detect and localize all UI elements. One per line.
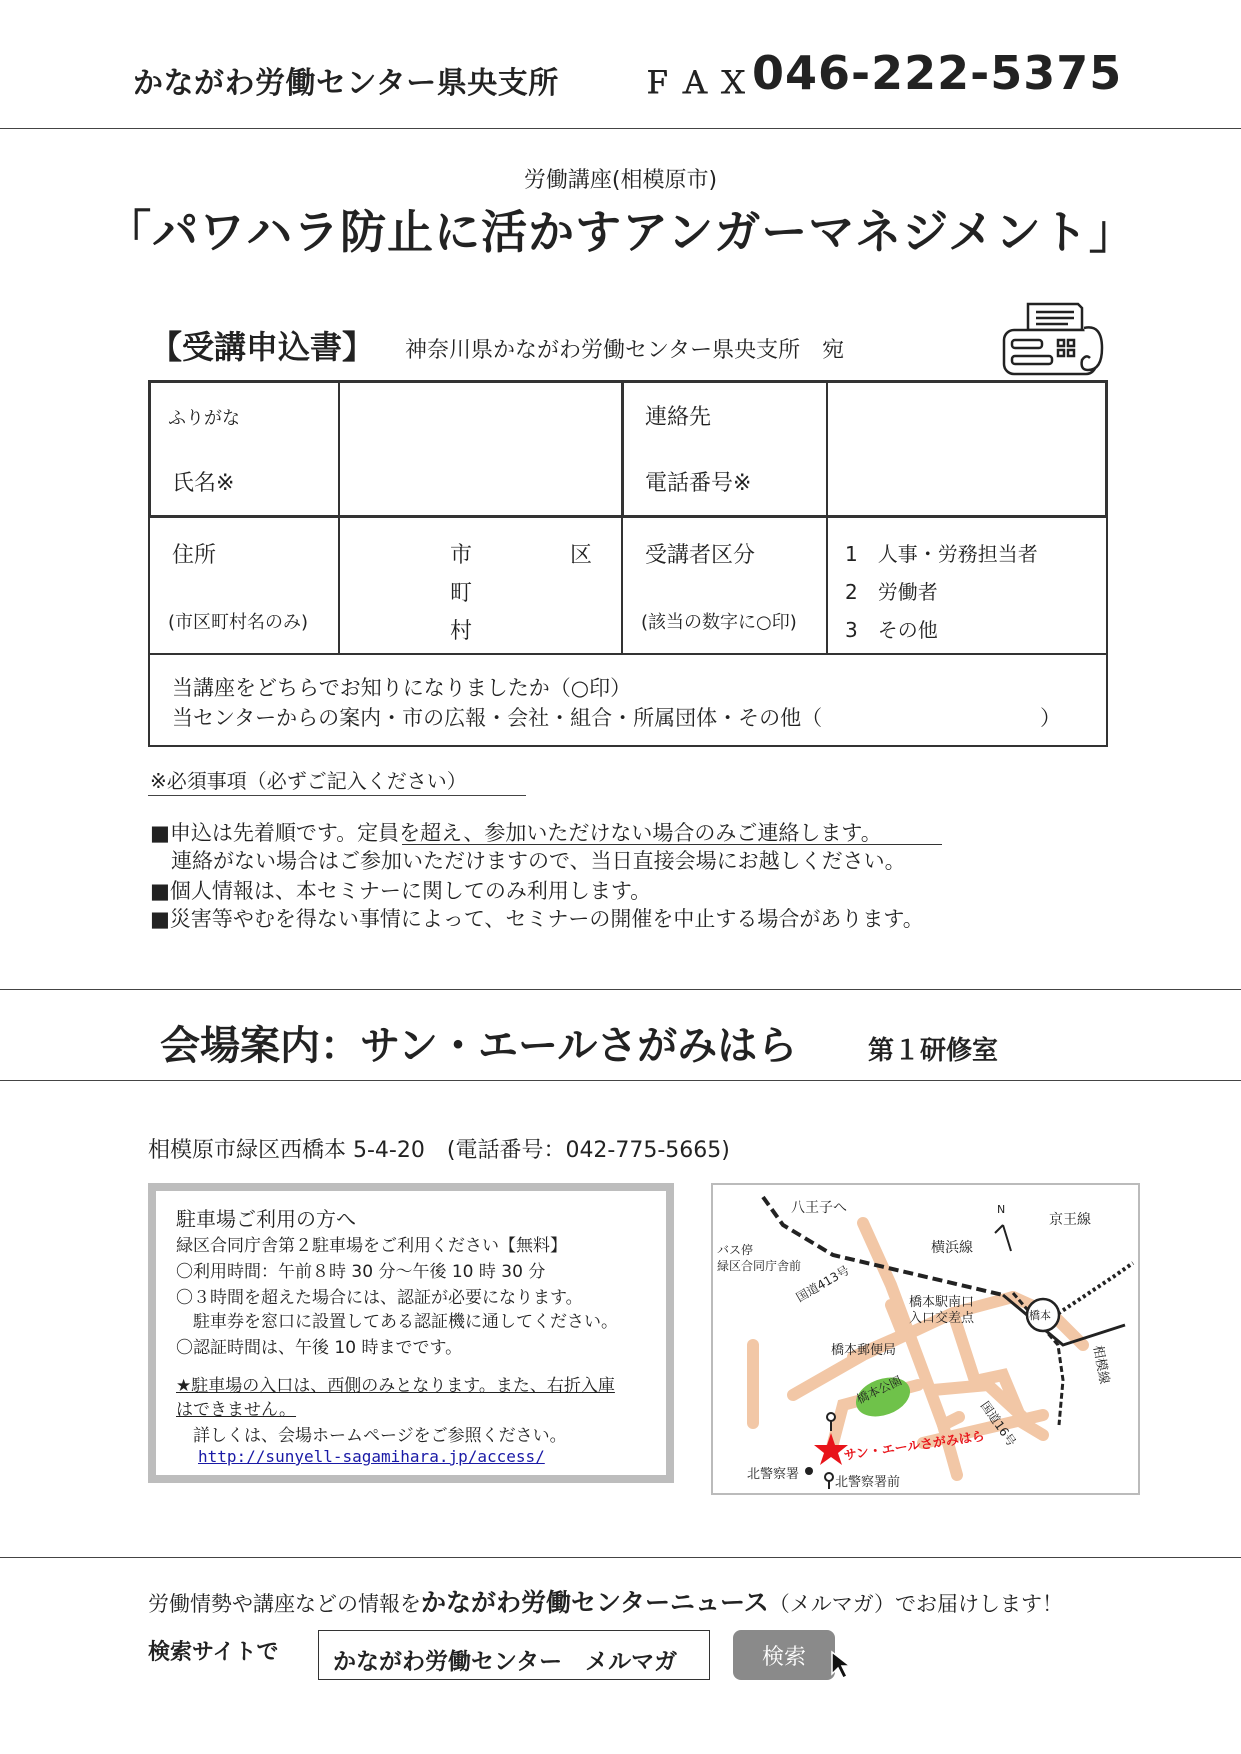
map-hashimoto-station: 橋本 [1029, 1309, 1051, 1322]
parking-line-1: 緑区合同庁舎第２駐車場をご利用ください【無料】 [176, 1236, 567, 1256]
city-ku: 区 [570, 543, 593, 568]
application-form-table [148, 380, 1108, 746]
map-post-office: 橋本郵便局 [831, 1343, 897, 1358]
category-option-1[interactable]: 1 人事・労務担当者 [845, 542, 1038, 566]
city-mura: 村 [450, 619, 473, 644]
map-bus-stop-2: 緑区合同庁舎前 [717, 1259, 802, 1273]
map-south-gate-2: 入口交差点 [909, 1311, 975, 1326]
city-machi: 町 [450, 581, 473, 606]
venue-address: 相模原市緑区西橋本 5-4-20 (電話番号：042-775-5665) [148, 1138, 730, 1163]
map-route-16: 国道16号 [977, 1398, 1019, 1449]
name-field[interactable] [342, 384, 620, 514]
search-button[interactable]: 検索 [733, 1630, 835, 1680]
footer-divider [0, 1557, 1241, 1558]
newsletter-name: かながわ労働センターニュース [421, 1588, 769, 1617]
source-options[interactable]: 当センターからの案内・市の広報・会社・組合・所属団体・その他（ [172, 706, 823, 730]
address-note: (市区町村名のみ) [168, 612, 309, 633]
required-note: ※必須事項（必ずご記入ください） [150, 769, 467, 793]
venue-title: 会場案内：サン・エールさがみはら [160, 1023, 798, 1069]
phone-label: 電話番号※ [645, 471, 752, 496]
venue-bottom-divider [0, 1080, 1241, 1081]
category-option-3[interactable]: 3 その他 [845, 618, 938, 642]
map-south-gate-1: 橋本駅南口 [909, 1295, 975, 1310]
fax-label: ＦＡＸ [642, 66, 756, 101]
map-venue-label: サン・エールさがみはら [842, 1429, 986, 1464]
parking-line-5: 〇認証時間は、午後 10 時までです。 [176, 1338, 463, 1358]
course-subtitle: 労働講座(相模原市) [523, 168, 718, 193]
fax-machine-icon [998, 300, 1110, 380]
map-keio-line: 京王線 [1049, 1212, 1091, 1228]
map-yokohama-line: 横浜線 [931, 1240, 973, 1256]
map-police-stop: 北警察署前 [835, 1475, 901, 1490]
required-note-underline [148, 795, 526, 796]
parking-info-box [148, 1183, 674, 1483]
course-title: 「パワハラ防止に活かすアンガーマネジメント」 [105, 205, 1136, 259]
name-label: 氏名※ [172, 471, 235, 496]
map-route-413: 国道413号 [793, 1263, 852, 1305]
map-north-label: N [997, 1203, 1006, 1216]
contact-label: 連絡先 [645, 405, 712, 430]
map-park: 橋本公園 [854, 1373, 904, 1407]
newsletter-notice [148, 1583, 1063, 1619]
application-form-label: 【受講申込書】 [150, 328, 375, 366]
parking-line-8: 詳しくは、会場ホームページをご参照ください。 [176, 1426, 567, 1446]
phone-field[interactable] [829, 384, 1103, 514]
map-police: 北警察署 [747, 1467, 800, 1482]
venue-map [711, 1183, 1140, 1495]
category-label: 受講者区分 [645, 543, 756, 568]
map-bus-stop-1: バス停 [717, 1243, 754, 1257]
venue-access-link[interactable]: http://sunyell-sagamihara.jp/access/ [198, 1447, 545, 1466]
category-option-2[interactable]: 2 労働者 [845, 580, 938, 604]
search-label: 検索サイトで [148, 1640, 279, 1665]
address-field[interactable] [342, 520, 620, 652]
note-1: ■申込は先着順です。定員を超え、参加いただけない場合のみご連絡します。 [150, 821, 882, 845]
parking-line-2: 〇利用時間：午前８時 30 分～午後 10 時 30 分 [176, 1262, 546, 1282]
form-addressee: 神奈川県かながわ労働センター県央支所 宛 [405, 338, 845, 363]
search-input[interactable]: かながわ労働センター メルマガ [318, 1630, 710, 1680]
fax-number: 046-222-5375 [752, 46, 1123, 100]
category-note: (該当の数字に○印) [641, 612, 797, 633]
note-2: 連絡がない場合はご参加いただけますので、当日直接会場にお越しください。 [150, 849, 906, 873]
city-shi: 市 [450, 543, 473, 568]
source-question: 当講座をどちらでお知りになりましたか（○印） [172, 676, 632, 700]
furigana-label: ふりがな [168, 408, 240, 429]
header-divider [0, 128, 1241, 129]
source-close: ） [1040, 706, 1061, 730]
parking-line-4: 駐車券を窓口に設置してある認証機に通してください。 [176, 1312, 618, 1332]
note-3: ■個人情報は、本セミナーに関してのみ利用します。 [150, 879, 652, 903]
parking-heading: 駐車場ご利用の方へ [176, 1207, 356, 1231]
parking-line-6: ★駐車場の入口は、西側のみとなります。また、右折入庫 [176, 1376, 615, 1396]
note-4: ■災害等やむを得ない事情によって、セミナーの開催を中止する場合があります。 [150, 907, 924, 931]
newsletter-post: （メルマガ）でお届けします！ [768, 1592, 1063, 1616]
newsletter-pre: 労働情勢や講座などの情報を [148, 1592, 421, 1616]
map-sagami-line: 相模線 [1089, 1344, 1112, 1386]
organization-name: かながわ労働センター県央支所 [133, 66, 559, 101]
parking-line-3: 〇３時間を超えた場合には、認証が必要になります。 [176, 1288, 583, 1308]
map-hachioji: 八王子へ [791, 1200, 847, 1216]
venue-room: 第１研修室 [868, 1036, 999, 1066]
mouse-cursor-icon [830, 1650, 854, 1680]
venue-top-divider [0, 989, 1241, 990]
address-label: 住所 [172, 543, 217, 568]
parking-line-7: はできません。 [176, 1400, 297, 1420]
